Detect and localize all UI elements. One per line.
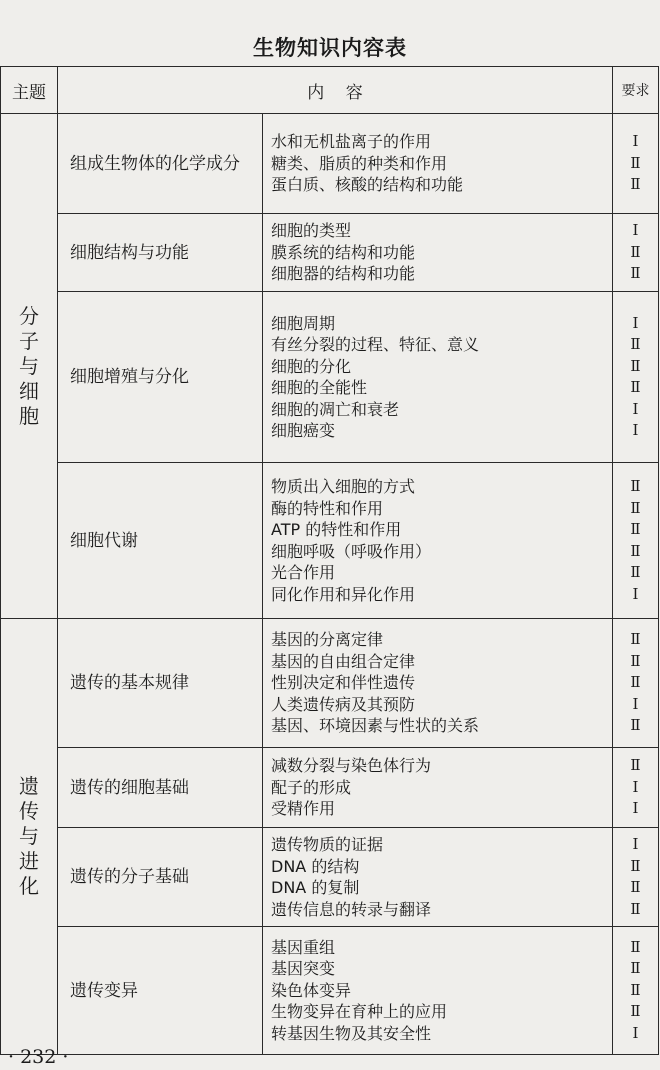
requirement-level: Ⅱ: [630, 1002, 641, 1021]
requirement-level: Ⅰ: [632, 132, 639, 151]
topic-cell: [1, 114, 58, 619]
requirement-cell: [613, 748, 659, 828]
content-item: 遗传物质的证据: [271, 835, 384, 854]
subtopic-cell: 组成生物体的化学成分: [58, 114, 263, 214]
requirement-cell: [613, 292, 659, 463]
requirement-level: Ⅰ: [632, 835, 639, 853]
subtopic-cell: 细胞代谢: [58, 463, 263, 619]
requirement-level: Ⅱ: [630, 477, 641, 495]
knowledge-table: [0, 66, 659, 1055]
content-item: 细胞器的结构和功能: [271, 264, 416, 284]
subtopic-cell: 细胞结构与功能: [58, 214, 263, 292]
content-cell: [263, 214, 613, 292]
topic-char: 与: [19, 824, 39, 848]
requirement-level: Ⅱ: [630, 980, 641, 999]
topic-cell: [1, 619, 58, 1055]
content-cell: [263, 927, 613, 1055]
table-title: 生物知识内容表: [253, 36, 407, 60]
requirement-level: Ⅱ: [630, 878, 641, 896]
subtopic-cell: 遗传的分子基础: [58, 828, 263, 927]
requirement-level: Ⅱ: [630, 520, 641, 538]
requirement-level: Ⅰ: [632, 777, 639, 796]
header-requirement: 要求: [613, 67, 659, 114]
content-item: 细胞周期: [271, 313, 336, 333]
content-item: 转基因生物及其安全性: [271, 1023, 432, 1043]
requirement-level: Ⅱ: [630, 264, 641, 283]
content-item: 糖类、脂质的种类和作用: [271, 153, 448, 173]
content-item: 受精作用: [271, 799, 336, 819]
content-item: 性别决定和伴性遗传: [271, 673, 416, 693]
content-item: 细胞呼吸（呼吸作用）: [271, 541, 432, 561]
requirement-level: Ⅱ: [630, 716, 641, 735]
topic-char: 细: [19, 378, 39, 403]
topic-char: 与: [19, 353, 39, 378]
content-cell: [263, 828, 613, 927]
requirement-level: Ⅰ: [632, 694, 639, 713]
subtopic-cell: 遗传的基本规律: [58, 619, 263, 748]
requirement-level: Ⅰ: [632, 399, 639, 418]
content-cell: [263, 292, 613, 463]
requirement-level: Ⅰ: [632, 584, 639, 603]
table-row: [1, 927, 659, 1055]
table-header-row: [1, 67, 659, 114]
requirement-cell: [613, 214, 659, 292]
requirement-level: Ⅱ: [630, 756, 641, 775]
content-item: 光合作用: [271, 563, 336, 582]
requirement-level: Ⅱ: [630, 563, 641, 581]
topic-char: 进: [19, 849, 39, 873]
content-item: 有丝分裂的过程、特征、意义: [271, 335, 480, 354]
requirement-cell: [613, 463, 659, 619]
table-row: [1, 619, 659, 748]
content-item: 膜系统的结构和功能: [271, 242, 416, 262]
requirement-level: Ⅱ: [630, 356, 641, 375]
table-row: [1, 828, 659, 927]
page-number: · 232 ·: [8, 1046, 69, 1068]
requirement-level: Ⅱ: [630, 153, 641, 172]
content-item: 物质出入细胞的方式: [271, 477, 416, 496]
table-row: [1, 292, 659, 463]
content-item: 细胞的凋亡和衰老: [271, 399, 400, 419]
requirement-level: Ⅰ: [632, 1023, 639, 1042]
content-item: 基因的自由组合定律: [271, 651, 416, 671]
content-item: 基因突变: [271, 959, 336, 979]
content-item: 染色体变异: [271, 980, 352, 1000]
content-item: 基因重组: [271, 937, 336, 957]
content-item: 基因的分离定律: [271, 630, 384, 650]
content-item: DNA 的结构: [271, 856, 360, 876]
table-row: [1, 214, 659, 292]
subtopic-cell: 遗传变异: [58, 927, 263, 1055]
content-item: 细胞的类型: [271, 221, 352, 241]
requirement-level: Ⅱ: [630, 651, 641, 670]
header-content: 内 容: [58, 67, 613, 114]
topic-char: 传: [19, 799, 39, 823]
requirement-level: Ⅰ: [632, 313, 639, 332]
requirement-level: Ⅱ: [630, 673, 641, 692]
requirement-level: Ⅱ: [630, 175, 641, 194]
header-topic: 主题: [1, 67, 58, 114]
content-item: 基因、环境因素与性状的关系: [271, 716, 480, 736]
requirement-level: Ⅱ: [630, 541, 641, 560]
requirement-level: Ⅰ: [632, 421, 639, 439]
subtopic-cell: 细胞增殖与分化: [58, 292, 263, 463]
topic-char: 胞: [19, 403, 39, 428]
content-item: 生物变异在育种上的应用: [271, 1002, 448, 1022]
requirement-level: Ⅱ: [630, 630, 641, 649]
requirement-cell: [613, 114, 659, 214]
topic-char: 子: [19, 328, 39, 353]
content-item: 减数分裂与染色体行为: [271, 756, 432, 776]
requirement-level: Ⅱ: [630, 959, 641, 978]
content-cell: [263, 114, 613, 214]
requirement-level: Ⅱ: [630, 335, 641, 353]
topic-char: 化: [19, 874, 39, 898]
subtopic-cell: 遗传的细胞基础: [58, 748, 263, 828]
content-item: 蛋白质、核酸的结构和功能: [271, 175, 464, 195]
requirement-level: Ⅱ: [630, 378, 641, 396]
topic-char: 遗: [19, 774, 39, 798]
requirement-cell: [613, 828, 659, 927]
requirement-level: Ⅰ: [632, 799, 639, 818]
requirement-level: Ⅱ: [630, 856, 641, 875]
content-item: 细胞的分化: [271, 356, 352, 376]
requirement-level: Ⅱ: [630, 498, 641, 517]
requirement-level: Ⅱ: [630, 899, 641, 918]
table-row: [1, 114, 659, 214]
requirement-level: Ⅱ: [630, 242, 641, 261]
content-item: 人类遗传病及其预防: [271, 694, 416, 714]
content-item: 细胞的全能性: [271, 378, 368, 397]
content-cell: [263, 463, 613, 619]
requirement-cell: [613, 927, 659, 1055]
requirement-cell: [613, 619, 659, 748]
content-item: 遗传信息的转录与翻译: [271, 899, 432, 919]
content-item: DNA 的复制: [271, 878, 360, 897]
requirement-level: Ⅰ: [632, 221, 639, 240]
content-item: 水和无机盐离子的作用: [271, 132, 432, 152]
table-row: [1, 748, 659, 828]
content-item: 酶的特性和作用: [271, 498, 384, 518]
content-item: 配子的形成: [271, 777, 352, 797]
content-item: 细胞癌变: [271, 421, 336, 440]
table-row: [1, 463, 659, 619]
content-cell: [263, 748, 613, 828]
topic-char: 分: [19, 303, 39, 328]
requirement-level: Ⅱ: [630, 937, 641, 956]
content-cell: [263, 619, 613, 748]
content-item: 同化作用和异化作用: [271, 584, 416, 604]
content-item: ATP 的特性和作用: [271, 520, 402, 539]
